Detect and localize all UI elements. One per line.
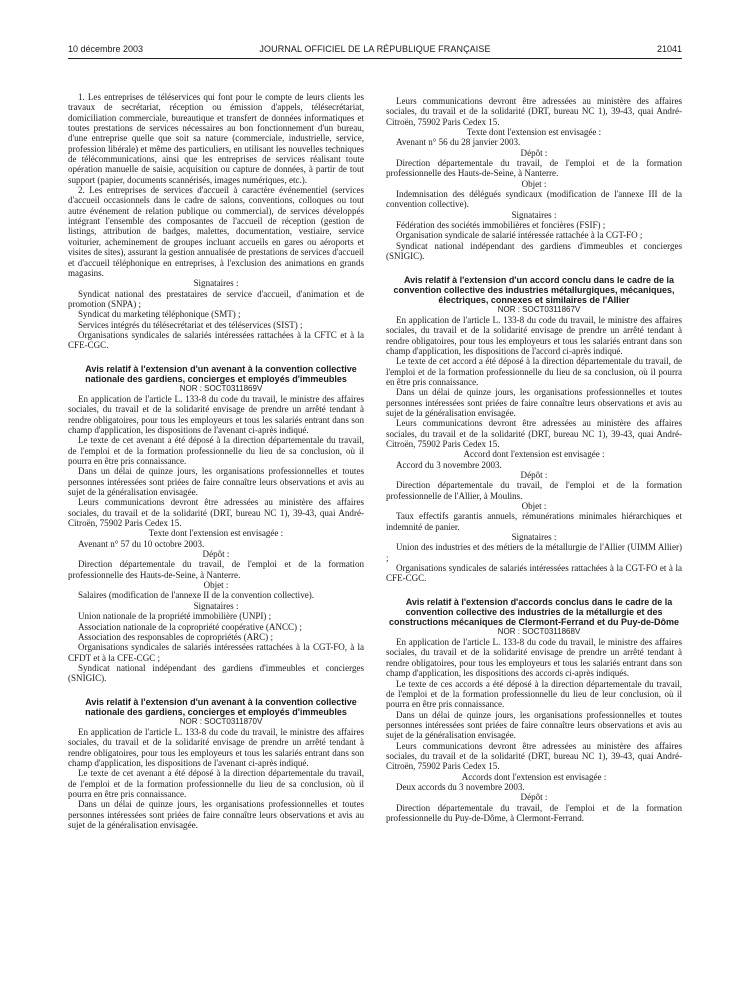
signatory: Union des industries et des métiers de la métallurgie de l'Allier (UIMM Allier) ; (386, 542, 682, 563)
signatory: Fédération des sociétés immobilières et foncières (FSIF) ; (396, 220, 606, 231)
signatory: Association des responsables de copropriétés (ARC) ; (78, 631, 273, 642)
signatory: Union nationale de la propriété immobilière (UNPI) ; (78, 611, 272, 622)
header-journal-title: JOURNAL OFFICIEL DE LA RÉPUBLIQUE FRANÇAISE (259, 44, 491, 54)
paragraph: Dans un délai de quinze jours, les organisations professionnelles et toutes personnes intéressées sont priées de faire connaître leurs observations et avis au sujet de la généralisation envisagée. (386, 387, 682, 418)
objet-label: Objet : (521, 178, 547, 189)
objet-label: Objet : (521, 501, 547, 512)
text-label: Accords dont l'extension est envisagée : (461, 771, 607, 782)
depot-value: Direction départementale du travail, de l'emploi et de la formation professionnelle des Hauts-de-Seine, à Nanterre. (386, 158, 682, 179)
objet-label: Objet : (203, 580, 229, 591)
paragraph: Le texte de cet accord a été déposé à la direction départementale du travail, de l'emploi et de la formation professionnelle du lieu de sa conclusion, où il pourra en être pris connaissance. (386, 356, 682, 387)
depot-value: Direction départementale du travail, de l'emploi et de la formation professionnelle du Puy-de-Dôme, à Clermont-Ferrand. (386, 802, 682, 823)
paragraph: Leurs communications devront être adressées au ministère des affaires sociales, du travail et de la solidarité (DRT, bureau NC 1), 39-43, quai André-Citroën, 75902 Paris Cedex 15. (386, 740, 682, 772)
nor-reference: NOR : SOCT0311867V (497, 304, 581, 314)
signataires-label: Signataires : (193, 600, 239, 611)
paragraph: 1. Les entreprises de téléservices qui font pour le compte de leurs clients les travaux de secrétariat, réception ou émission d'appels, télésecrétariat, domiciliation commerciale, bureautique et transfert de données informatiques et toutes prestations de services nécessaires au bon fonctionnement d'un bureau, d'une entreprise quelle que soit sa nature (commerciale, industrielle, service, profession libérale) et même des particuliers, en utilisant les nouvelles techniques de télécommunications, ainsi que les entreprises de services réalisant toute opération manuelle de saisie, acquisition ou capture de données, à partir de tout support (papier, documents scannérisés, images numériques, etc.). (68, 92, 364, 185)
signataires-label: Signataires : (193, 278, 239, 289)
header-page-number: 21041 (656, 44, 682, 54)
depot-label: Dépôt : (520, 470, 548, 480)
paragraph: En application de l'article L. 133-8 du code du travail, le ministre des affaires sociales, du travail et de la solidarité envisage de prendre un arrêté tendant à rendre obligatoires, pour tous les employeurs et tous les salariés entrant dans son champ d'application, les dispositions de l'avenant ci-après indiqué. (68, 393, 364, 435)
signatory: Association nationale de la copropriété coopérative (ANCC) ; (78, 621, 302, 632)
notice-heading: Avis relatif à l'extension d'un avenant à la convention collective nationale des gardiens, concierges et employés d'immeubles (85, 696, 357, 717)
signatory: Syndicat national des prestataires de service d'accueil, d'animation et de promotion (SNPA) ; (68, 288, 364, 309)
notice-heading: Avis relatif à l'extension d'accords conclus dans le cadre de la convention collective des industries de la métallurgie et des constructions mécaniques de Clermont-Ferrand et du Puy-de-Dôme (388, 596, 680, 627)
text-label: Texte dont l'extension est envisagée : (148, 528, 284, 539)
signatory: Syndicat du marketing téléphonique (SMT) ; (78, 309, 241, 320)
text-value: Avenant n° 57 du 10 octobre 2003. (78, 538, 205, 549)
signatory: Organisation syndicale de salarié intéressée rattachée à la CGT-FO ; (396, 230, 643, 241)
depot-label: Dépôt : (520, 792, 548, 803)
signataires-label: Signataires : (511, 532, 557, 543)
depot-label: Dépôt : (520, 147, 548, 158)
running-header (68, 44, 682, 58)
depot-value: Direction départementale du travail, de l'emploi et de la formation professionnelle des Hauts-de-Seine, à Nanterre. (68, 559, 364, 580)
text-value: Deux accords du 3 novembre 2003. (396, 781, 525, 792)
signatory: Syndicat national indépendant des gardiens d'immeubles et concierges (SNIGIC). (68, 662, 364, 684)
notice-heading: Avis relatif à l'extension d'un accord conclu dans le cadre de la convention collective des industries métallurgiques, mécaniques, électriques, connexes et similaires de l'Allier (393, 274, 675, 305)
text-value: Accord du 3 novembre 2003. (396, 459, 502, 470)
notice-heading: Avis relatif à l'extension d'un avenant à la convention collective nationale des gardiens, concierges et employés d'immeubles (85, 363, 357, 384)
signatory: Syndicat national indépendant des gardiens d'immeubles et concierges (SNIGIC). (386, 240, 682, 262)
paragraph: Leurs communications devront être adressées au ministère des affaires sociales, du travail et de la solidarité (DRT, bureau NC 1), 39-43, quai André-Citroën, 75902 Paris Cedex 15. (68, 497, 364, 529)
nor-reference: NOR : SOCT0311869V (179, 383, 263, 393)
signatory: Organisations syndicales de salariés intéressées rattachées à la CFTC et à la CFE-CGC. (68, 329, 364, 351)
text-label: Accord dont l'extension est envisagée : (463, 449, 605, 460)
left-column (68, 92, 364, 830)
text-label: Texte dont l'extension est envisagée : (466, 127, 602, 138)
objet-value: Taux effectifs garantis annuels, rémunérations minimales hiérarchiques et indemnité de panier. (386, 511, 682, 532)
nor-reference: NOR : SOCT0311868V (497, 626, 581, 636)
right-column (386, 96, 682, 823)
paragraph: Le texte de cet avenant a été déposé à la direction départementale du travail, de l'emploi et de la formation professionnelle du lieu de sa conclusion, où il pourra en être pris connaissance. (68, 435, 364, 466)
paragraph: Leurs communications devront être adressées au ministère des affaires sociales, du travail et de la solidarité (DRT, bureau NC 1), 39-43, quai André-Citroën, 75902 Paris Cedex 15. (386, 96, 682, 127)
objet-value: Indemnisation des délégués syndicaux (modification de l'annexe III de la convention collective). (386, 189, 682, 210)
paragraph: En application de l'article L. 133-8 du code du travail, le ministre des affaires sociales, du travail et de la solidarité envisage de prendre un arrêté tendant à rendre obligatoires, pour tous les employeurs et tous les salariés entrant dans son champ d'application, les dispositions de l'avenant ci-après indiqué. (68, 726, 364, 768)
paragraph: Dans un délai de quinze jours, les organisations professionnelles et toutes personnes intéressées sont priées de faire connaître leurs observations et avis au sujet de la généralisation envisagée. (386, 709, 682, 741)
text-value: Avenant n° 56 du 28 janvier 2003. (396, 137, 521, 148)
signataires-label: Signataires : (511, 209, 557, 220)
header-rule (68, 58, 682, 59)
depot-value: Direction départementale du travail, de l'emploi et de la formation professionnelle de l'Allier, à Moulins. (386, 480, 682, 501)
signatory: Organisations syndicales de salariés intéressées rattachées à la CGT-FO, à la CFDT et à la CFE-CGC ; (68, 642, 364, 663)
paragraph: En application de l'article L. 133-8 du code du travail, le ministre des affaires sociales, du travail et de la solidarité envisage de prendre un arrêté tendant à rendre obligatoires, pour tous les employeurs et tous les salariés entrant dans son champ d'application, les dispositions des accords ci-après indiqués. (386, 637, 682, 679)
paragraph: En application de l'article L. 133-8 du code du travail, le ministre des affaires sociales, du travail et de la solidarité envisage de prendre un arrêté tendant à rendre obligatoires, pour tous les employeurs et tous les salariés entrant dans son champ d'application, les dispositions de l'accord ci-après indiqué. (386, 314, 682, 356)
objet-value: Salaires (modification de l'annexe II de la convention collective). (78, 590, 315, 601)
paragraph: Dans un délai de quinze jours, les organisations professionnelles et toutes personnes intéressées sont priées de faire connaître leurs observations et avis au sujet de la généralisation envisagée. (68, 799, 364, 830)
header-date: 10 décembre 2003 (68, 44, 144, 54)
signatory: Services intégrés du télésecrétariat et des téléservices (SIST) ; (78, 319, 303, 330)
paragraph: Le texte de cet avenant a été déposé à la direction départementale du travail, de l'emploi et de la formation professionnelle du lieu de sa conclusion, où il pourra en être pris connaissance. (68, 768, 364, 799)
paragraph: Leurs communications devront être adressées au ministère des affaires sociales, du travail et de la solidarité (DRT, bureau NC 1), 39-43, quai André-Citroën, 75902 Paris Cedex 15. (386, 418, 682, 449)
paragraph: Dans un délai de quinze jours, les organisations professionnelles et toutes personnes intéressées sont priées de faire connaître leurs observations et avis au sujet de la généralisation envisagée. (68, 466, 364, 498)
signatory: Organisations syndicales de salariés intéressées rattachées à la CGT-FO et à la CFE-CGC. (386, 563, 682, 584)
paragraph: Le texte de ces accords a été déposé à la direction départementale du travail, de l'emploi et de la formation professionnelle du lieu de leur conclusion, où il pourra en être pris connaissance. (386, 678, 682, 710)
depot-label: Dépôt : (202, 549, 230, 560)
paragraph: 2. Les entreprises de services d'accueil à caractère événementiel (services d'accueil occasionnels dans le cadre de salons, conventions, colloques ou tout autre événement de relation publique ou commercial), de services développés intégrant l'ensemble des composantes de l'accueil de réception (gestion de listings, attribution de badges, malettes, documentation, vestiaire, service voiturier, acheminement de groupes incluant accueils en gares ou aéroports et visites de sites), assurant la gestion annualisée de prestations de services d'accueil et d'accueil téléphonique en entreprises, à l'exclusion des animations en grands magasins. (68, 185, 364, 278)
nor-reference: NOR : SOCT0311870V (179, 716, 263, 726)
